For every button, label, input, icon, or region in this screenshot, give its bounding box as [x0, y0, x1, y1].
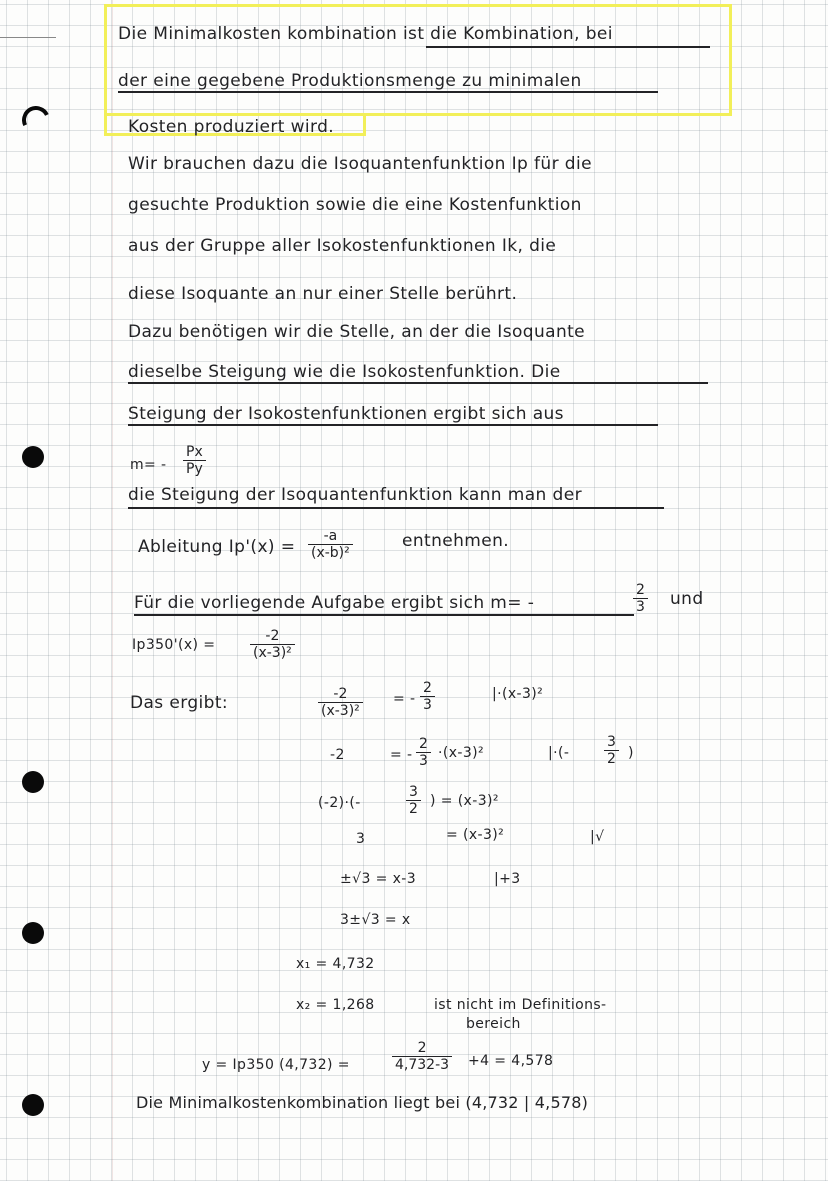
underline	[128, 382, 708, 384]
result-x1: x₁ = 4,732	[296, 956, 375, 972]
binder-hole	[22, 922, 44, 944]
result-x2: x₂ = 1,268	[296, 997, 375, 1013]
derivative-text-line-1: die Steigung der Isoquantenfunktion kann man der	[128, 485, 582, 505]
highlight-box	[104, 4, 732, 116]
task-ip-label: Ip350'(x) =	[132, 637, 216, 653]
explanation-line-1: Wir brauchen dazu die Isoquantenfunktion Ip für die	[128, 154, 592, 174]
task-line: Für die vorliegende Aufgabe ergibt sich m= -	[134, 593, 535, 613]
task-m-denominator: 3	[633, 598, 648, 615]
derivative-suffix: entnehmen.	[402, 531, 510, 551]
y-value-fraction	[392, 1040, 452, 1073]
definition-line-2: der eine gegebene Produktionsmenge zu minimalen	[118, 71, 582, 91]
step3-suffix: ) = (x-3)²	[430, 793, 499, 809]
explanation-line-6: dieselbe Steigung wie die Isokostenfunktion. Die	[128, 362, 561, 382]
top-rule	[0, 37, 56, 38]
step2-op-numerator: 3	[607, 734, 616, 750]
step2-numerator: 2	[419, 736, 428, 752]
derivative-numerator: -a	[323, 528, 338, 544]
step3-denominator: 2	[406, 800, 421, 817]
slope-fraction-numerator: Px	[186, 444, 203, 460]
step2-fraction	[416, 736, 431, 769]
step1-equals: = -	[393, 691, 416, 707]
step1-rhs-numerator: 2	[423, 680, 432, 696]
task-and: und	[670, 589, 704, 609]
step3-numerator: 3	[409, 784, 418, 800]
derivative-fraction	[308, 528, 353, 561]
step6-equation: 3±√3 = x	[340, 912, 411, 928]
binder-hole-partial	[18, 102, 54, 138]
step1-operation: |·(x-3)²	[492, 686, 544, 702]
step2-equals: = -	[390, 747, 413, 763]
y-value-suffix: +4 = 4,578	[468, 1053, 554, 1069]
step2-op-suffix: )	[628, 745, 634, 761]
underline	[128, 424, 658, 426]
explanation-line-4: diese Isoquante an nur einer Stelle berührt.	[128, 284, 518, 304]
step2-lhs: -2	[330, 747, 345, 763]
step2-rest: ·(x-3)²	[438, 745, 485, 761]
step4-operation: |√	[590, 829, 605, 845]
underline	[426, 46, 710, 48]
definition-line-3: Kosten produziert wird.	[128, 117, 335, 137]
task-ip-numerator: -2	[265, 628, 280, 644]
explanation-line-7: Steigung der Isokostenfunktionen ergibt sich aus	[128, 404, 564, 424]
step2-op-fraction	[604, 734, 619, 767]
binder-hole	[22, 771, 44, 793]
slope-fraction	[183, 444, 206, 477]
y-value-prefix: y = Ip350 (4,732) =	[202, 1057, 350, 1073]
x2-note-line-2: bereich	[466, 1016, 521, 1032]
step5-equation: ±√3 = x-3	[340, 871, 417, 887]
step5-operation: |+3	[494, 871, 521, 887]
task-ip-denominator: (x-3)²	[250, 644, 295, 661]
y-value-numerator: 2	[417, 1040, 427, 1056]
task-m-fraction	[633, 582, 648, 615]
step2-op-prefix: |·(-	[548, 745, 570, 761]
margin-line	[112, 0, 113, 1181]
step1-rhs-denominator: 3	[420, 696, 435, 713]
step1-rhs	[420, 680, 435, 713]
step3-fraction	[406, 784, 421, 817]
explanation-line-5: Dazu benötigen wir die Stelle, an der die Isoquante	[128, 322, 586, 342]
x2-note-line-1: ist nicht im Definitions-	[434, 997, 607, 1013]
derivative-denominator: (x-b)²	[308, 544, 353, 561]
derivative-label: Ableitung Ip'(x) =	[138, 537, 296, 557]
slope-fraction-denominator: Py	[183, 460, 206, 477]
underline	[128, 507, 664, 509]
explanation-line-2: gesuchte Produktion sowie die eine Kostenfunktion	[128, 195, 582, 215]
task-ip-fraction	[250, 628, 295, 661]
step4-lhs: 3	[356, 831, 366, 847]
explanation-line-3: aus der Gruppe aller Isokostenfunktionen Ik, die	[128, 236, 557, 256]
step1-lhs-numerator: -2	[333, 686, 348, 702]
step1-lhs	[318, 686, 363, 719]
underline	[134, 614, 634, 616]
binder-hole	[22, 446, 44, 468]
definition-line-1: Die Minimalkosten kombination ist die Kombination, bei	[118, 24, 613, 44]
conclusion: Die Minimalkostenkombination liegt bei (4,732 | 4,578)	[136, 1093, 589, 1112]
y-value-denominator: 4,732-3	[392, 1056, 452, 1073]
task-m-numerator: 2	[636, 582, 645, 598]
step1-lhs-denominator: (x-3)²	[318, 702, 363, 719]
step3-prefix: (-2)·(-	[318, 795, 361, 811]
binder-hole	[22, 1094, 44, 1116]
step2-denominator: 3	[416, 752, 431, 769]
step2-op-denominator: 2	[604, 750, 619, 767]
slope-formula-prefix: m= -	[130, 457, 167, 473]
solution-label: Das ergibt:	[130, 693, 229, 713]
step4-rhs: = (x-3)²	[446, 827, 505, 843]
underline	[118, 91, 658, 93]
